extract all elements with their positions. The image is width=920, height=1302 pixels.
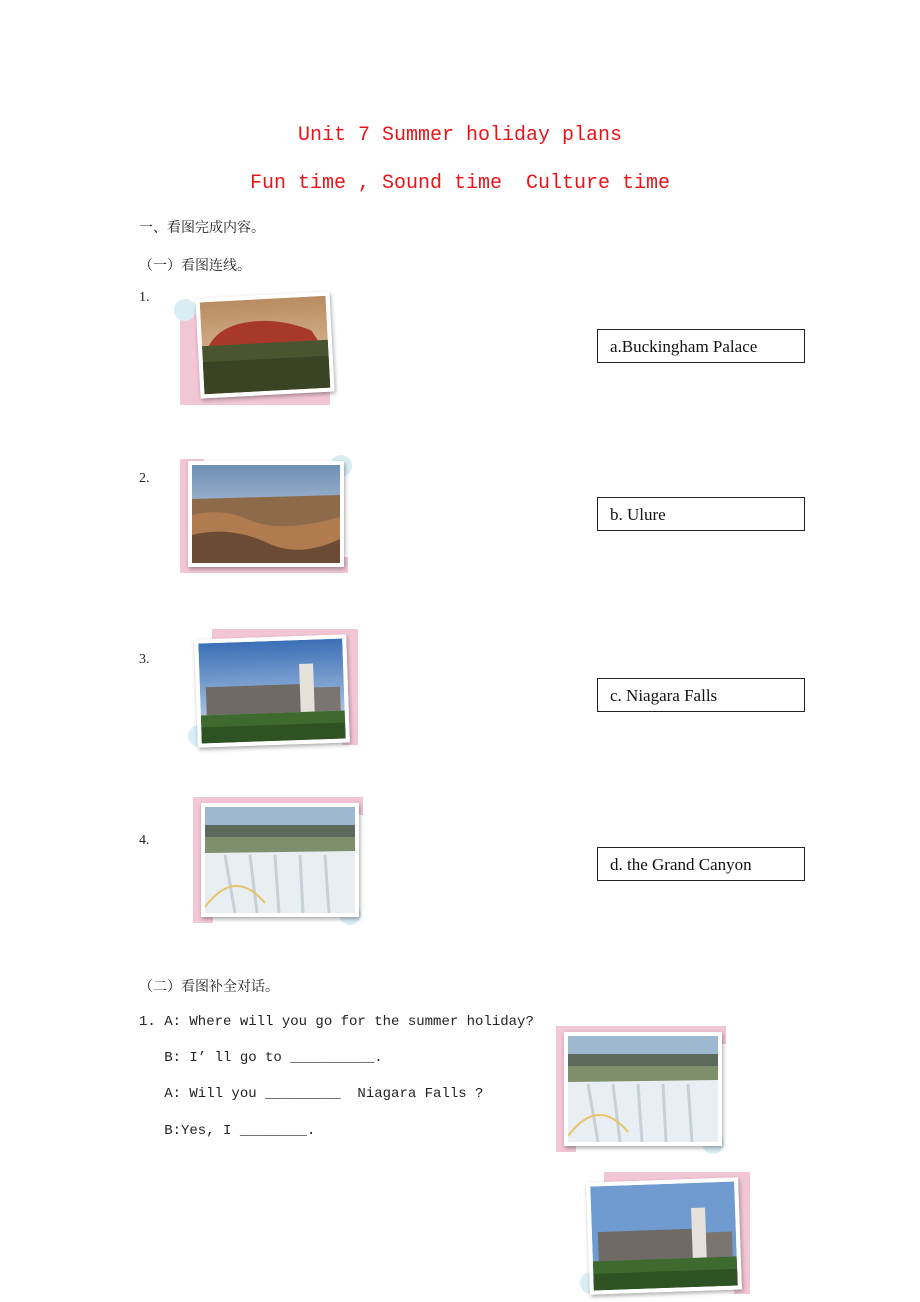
item-number-3: 3. <box>139 652 150 667</box>
ulure-photo <box>195 292 334 399</box>
option-box-b[interactable]: b. Ulure <box>597 497 805 531</box>
dialogue-line-4: B:Yes, I ________. <box>139 1123 316 1139</box>
buckingham-palace-photo <box>194 634 350 747</box>
page-title: Unit 7 Summer holiday plans <box>297 124 623 147</box>
niagara-falls-photo <box>201 803 359 917</box>
item-number-1: 1. <box>139 290 150 305</box>
niagara-falls-photo-frame <box>193 797 363 923</box>
buckingham-palace-dialogue-photo <box>586 1177 742 1294</box>
buckingham-palace-dialogue-photo-frame <box>584 1172 750 1294</box>
page-subtitle: Fun time , Sound time Culture time <box>249 172 671 195</box>
ulure-photo-frame <box>180 291 336 405</box>
buckingham-palace-photo-frame <box>192 629 358 745</box>
part1-heading: （一）看图连线。 <box>139 258 251 274</box>
option-box-d[interactable]: d. the Grand Canyon <box>597 847 805 881</box>
option-box-c[interactable]: c. Niagara Falls <box>597 678 805 712</box>
option-box-a[interactable]: a.Buckingham Palace <box>597 329 805 363</box>
grand-canyon-photo-frame <box>180 459 348 573</box>
grand-canyon-photo <box>188 461 344 567</box>
niagara-falls-dialogue-photo <box>564 1032 722 1146</box>
dialogue-line-1: 1. A: Where will you go for the summer holiday? <box>139 1014 534 1030</box>
niagara-falls-dialogue-photo-frame <box>556 1026 726 1152</box>
dialogue-line-3: A: Will you _________ Niagara Falls ? <box>139 1086 484 1102</box>
part2-heading: （二）看图补全对话。 <box>139 979 279 995</box>
item-number-4: 4. <box>139 833 150 848</box>
section-heading: 一、看图完成内容。 <box>139 220 265 236</box>
dialogue-line-2: B: I’ ll go to __________. <box>139 1050 383 1066</box>
item-number-2: 2. <box>139 471 150 486</box>
